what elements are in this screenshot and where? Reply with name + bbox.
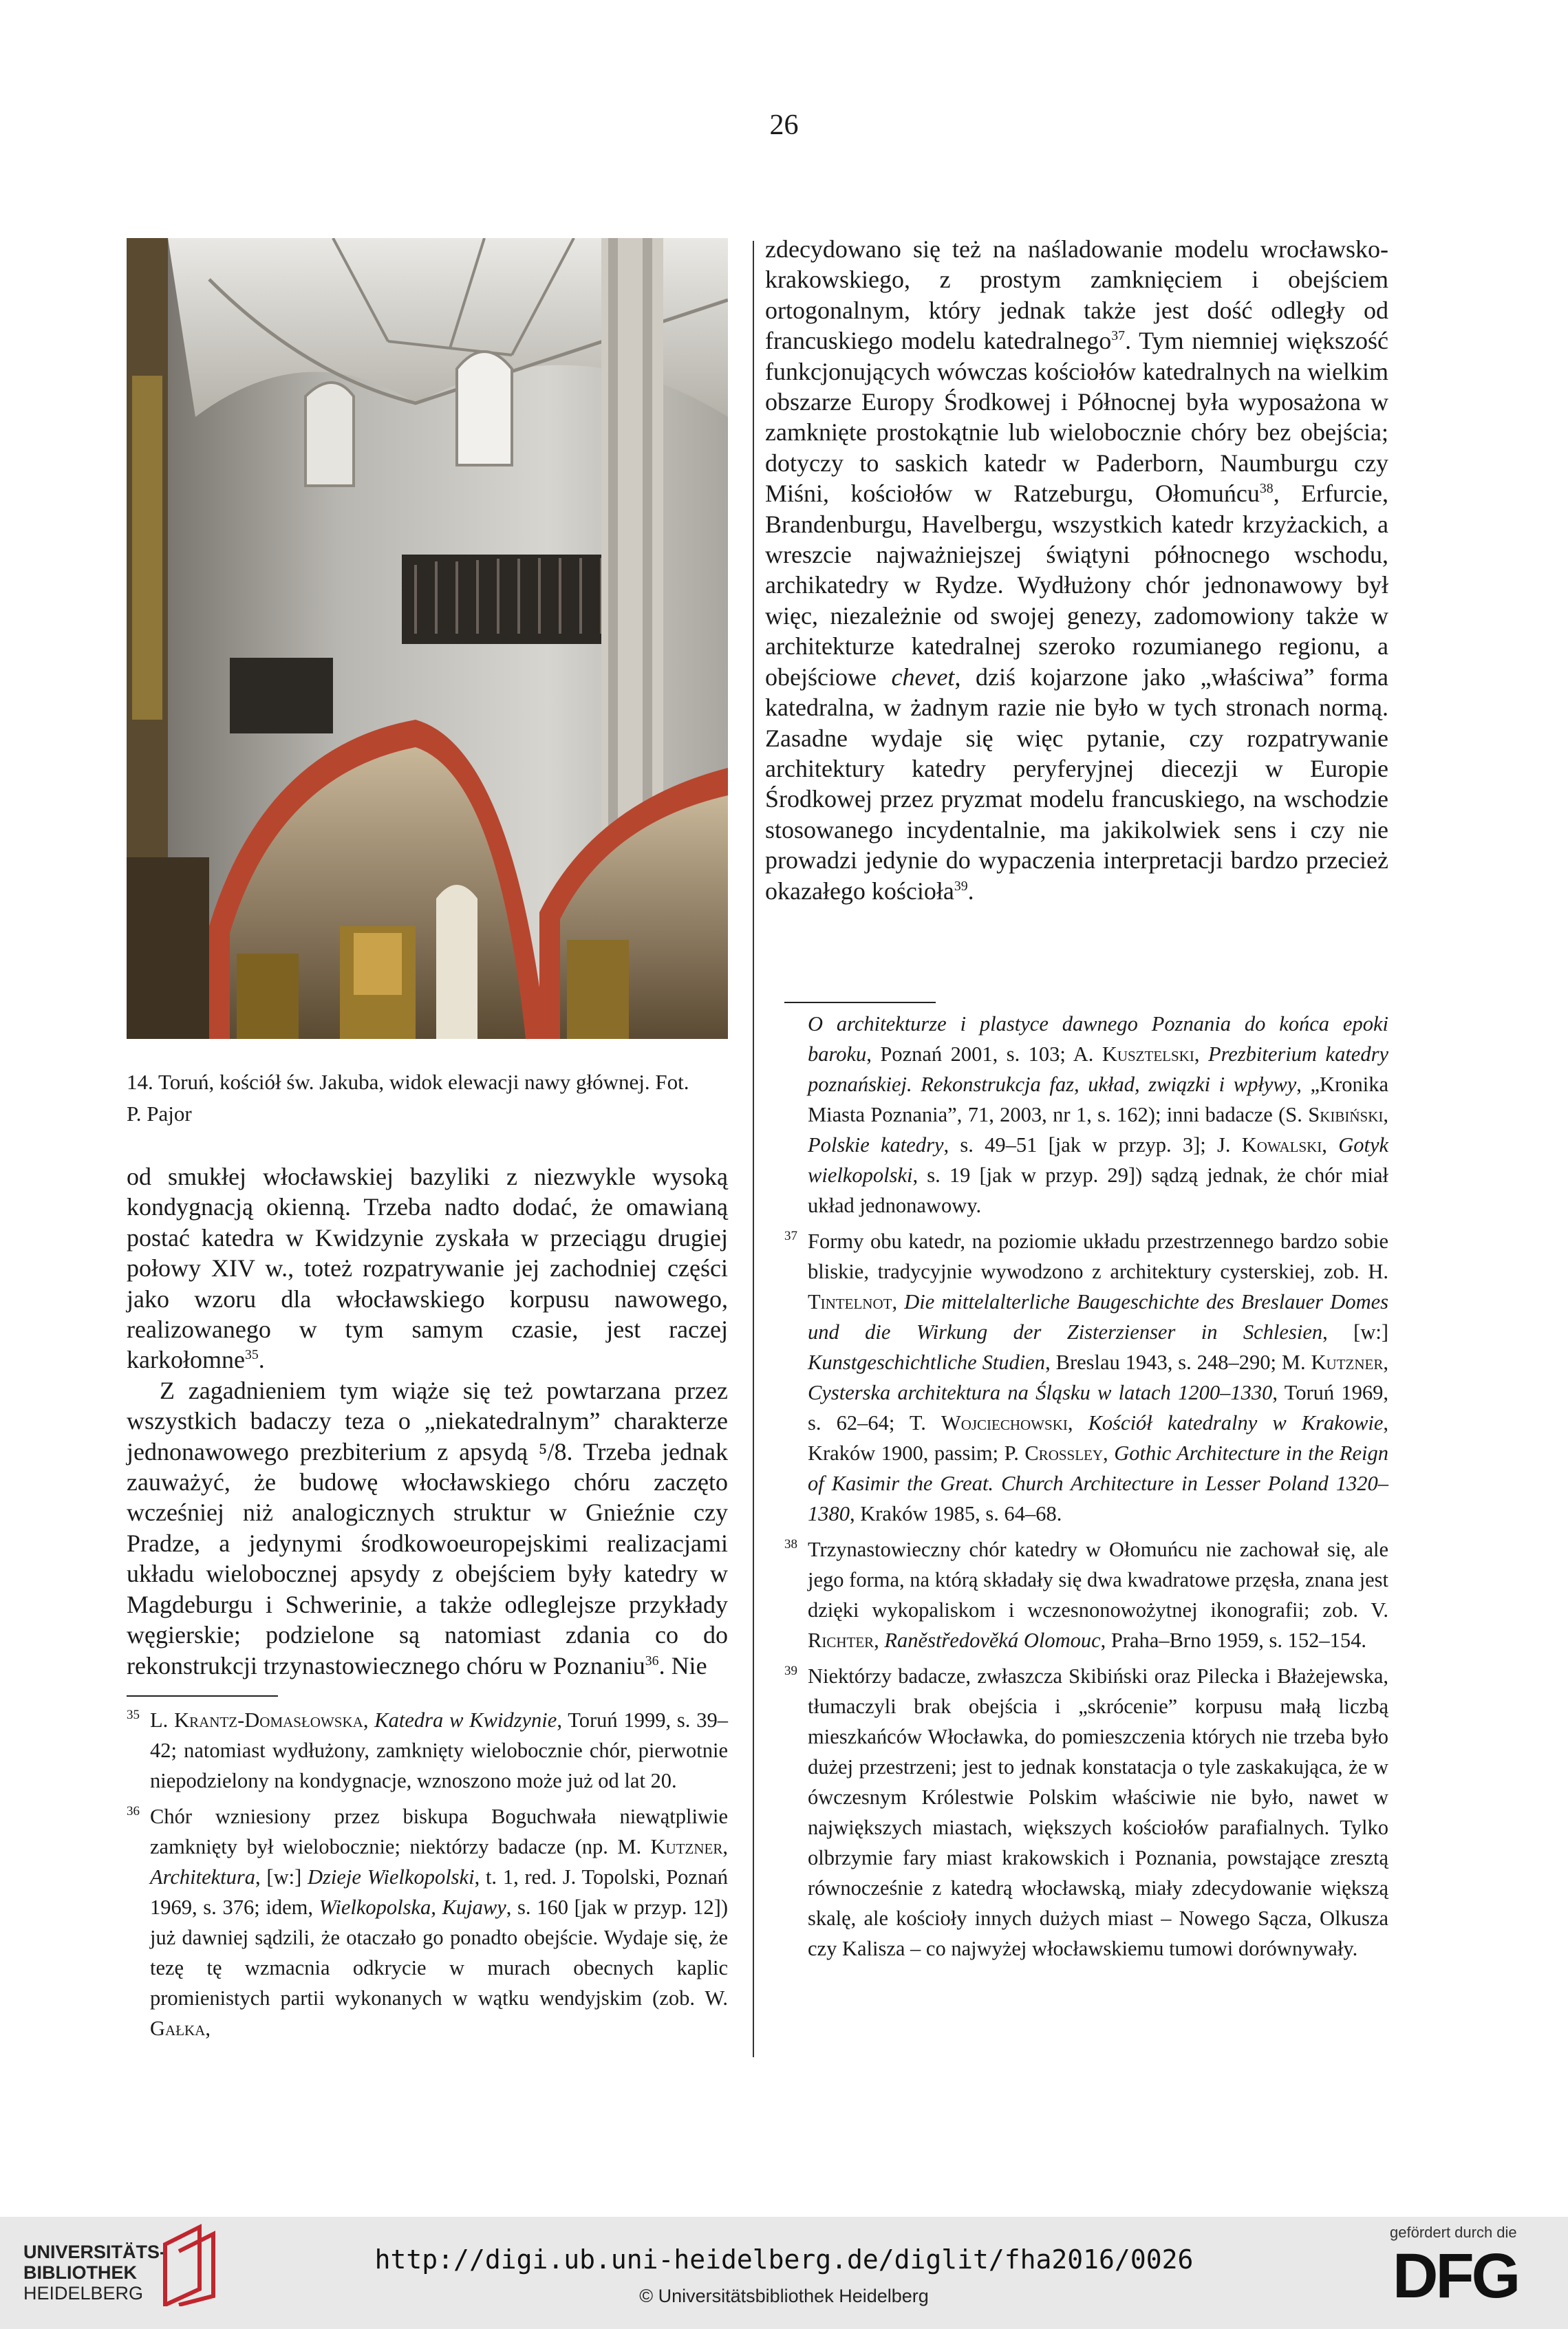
library-logo-text: UNIVERSITÄTS- BIBLIOTHEK HEIDELBERG bbox=[23, 2242, 167, 2304]
footnote-36-continued: O architekturze i plastyce dawnego Poznania do końca epoki baroku, Poznań 2001, s. 103; A. Kusztelski, Prezbiterium katedry poznańskiej. Rekonstrukcja faz, układ, związki i wpływy, „Kronika Miasta Poznania”, 71, 2003, nr 1, s. 162); inni badacze (S. Skibiński, Polskie katedry, s. 49–51 [jak w przyp. 3]; J. Kowalski, Gotyk wielkopolski, s. 19 [jak w przyp. 29]) sądzą jednak, że chór miał układ jednonawowy. bbox=[808, 1012, 1389, 1217]
funding-label: gefördert durch die bbox=[1390, 2224, 1517, 2241]
source-url-link[interactable]: http://digi.ub.uni-heidelberg.de/diglit/fha2016/0026 bbox=[374, 2244, 1194, 2275]
footnote-number: 35 bbox=[127, 1708, 140, 1722]
footnote-ref[interactable]: 38 bbox=[1259, 481, 1274, 497]
footnote-35: 35 L. Krantz-Domasłowska, Katedra w Kwidzynie, Toruń 1999, s. 39–42; natomiast wydłużony, zamknięty wielobocznie chór, pierwotnie niepodzielony na kondygnacje, wznoszono może już od lat 20. bbox=[127, 1705, 728, 1796]
footnote-number: 38 bbox=[784, 1537, 797, 1552]
paragraph: zdecydowano się też na naśladowanie modelu wrocławsko-krakowskiego, z prostym zamknięciem i obejściem ortogonalnym, który jednak także jest dość odległy od francuskiego modelu katedralnego$^{37}$. Tym niemniej większość funkcjonujących wówczas kościołów katedralnych na wielkim obszarze Europy Środkowej i Północnej była wyposażona w zamknięte prostokątnie lub wielobocznie chóry bez obejścia; dotyczy to saskich katedr w Paderborn, Naumburgu czy Miśni, kościołów w Ratzeburgu, Ołomuńcu$^{38}$, Erfurcie, Brandenburgu, Havelbergu, wszystkich katedr krzyżackich, a wreszcie najważniejszej świątyni północnego wschodu, archikatedry w Rydze. Wydłużony chór jednonawowy był więc, niezależnie od swojej genezy, zadomowiony także w architekturze katedralnej szeroko rozumianego regionu, a obejściowe chevet, dziś kojarzone jako „właściwa” forma katedralna, w żadnym razie nie było w tych stronach normą. Zasadne wydaje się więc pytanie, czy rozpatrywanie architektury katedry peryferyjnej diecezji w Europie Środkowej przez pryzmat modelu francuskiego, na wschodzie stosowanego incydentalnie, ma jakikolwiek sens i czy nie prowadzi jedynie do wypaczenia interpretacji bardzo przecież okazałego kościoła$^{39}$. bbox=[765, 235, 1389, 905]
footnote-number: 37 bbox=[784, 1229, 797, 1243]
footnotes-left bbox=[127, 1705, 728, 2049]
footnote-37: 37 Formy obu katedr, na poziomie układu przestrzennego bardzo sobie bliskie, tradycyjnie wywodzono z architektury cysterskiej, zob. H. Tintelnot, Die mittelalterliche Baugeschichte des Breslauer Domes und die Wirkung der Zisterzienser in Schlesien, [w:] Kunstgeschichtliche Studien, Breslau 1943, s. 248–290; M. Kutzner, Cysterska architektura na Śląsku w latach 1200–1330, Toruń 1969, s. 62–64; T. Wojciechowski, Kościół katedralny w Krakowie, Kraków 1900, passim; P. Crossley, Gothic Architecture in the Reign of Kasimir the Great. Church Architecture in Lesser Poland 1320–1380, Kraków 1985, s. 64–68. bbox=[784, 1226, 1388, 1529]
dfg-logo: DFG bbox=[1393, 2241, 1518, 2311]
figure-caption bbox=[127, 1066, 728, 1130]
footnote-number: 36 bbox=[127, 1804, 140, 1818]
page-number: 26 bbox=[769, 109, 799, 141]
footnote-36: 36 Chór wzniesiony przez biskupa Boguchwała niewątpliwie zamknięty był wielobocznie; niektórzy badacze (np. M. Kutzner, Architektura, [w:] Dzieje Wielkopolski, t. 1, red. J. Topolski, Poznań 1969, s. 376; idem, Wielkopolska, Kujawy, s. 160 [jak w przyp. 12]) już dawniej sądzili, że otaczało go ponadto obejście. Wydaje się, że tezę tę wzmacnia odkrycie w murach obecnych kaplic promienistych partii wykonanych w wątku wendyjskim (zob. W. Gałka, bbox=[127, 1801, 728, 2043]
column-divider bbox=[753, 241, 754, 2057]
footnote-ref[interactable]: 36 bbox=[645, 1653, 659, 1668]
footnote-38: 38 Trzynastowieczny chór katedry w Ołomuńcu nie zachował się, ale jego forma, na którą składały się dwa kwadratowe przęsła, znana jest dzięki wykopaliskom i wczesnonowożytnej ikonografii; zob. V. Richter, Raněstředověká Olomouc, Praha–Brno 1959, s. 152–154. bbox=[784, 1534, 1388, 1655]
left-column-body bbox=[127, 1161, 728, 1681]
footnote-ref[interactable]: 37 bbox=[1111, 328, 1126, 344]
caption-line-1: 14. Toruń, kościół św. Jakuba, widok elewacji nawy głównej. Fot. bbox=[127, 1070, 689, 1094]
church-nave-photo bbox=[127, 238, 728, 1039]
right-column-body bbox=[765, 234, 1388, 906]
paragraph: Z zagadnieniem tym wiąże się też powtarzana przez wszystkich badaczy teza o „niekatedralnym” charakterze jednonawowego prezbiterium z apsydą ⁵/8. Trzeba jednak zauważyć, że budowę włocławskiego chóru zaczęto wcześniej niż analogicznych struktur w Gnieźnie czy Pradze, a jedynymi środkowoeuropejskimi realizacjami układu wielobocznej apsydy z obejściem były katedry w Magdeburgu i Schwerinie, a także odleglejsze przykłady węgierskie; podzielone są natomiast zdania co do rekonstrukcji trzynastowiecznego chóru w Poznaniu$^{36}$. Nie bbox=[127, 1376, 728, 1679]
caption-line-2: P. Pajor bbox=[127, 1102, 192, 1126]
copyright-text: © Universitätsbibliothek Heidelberg bbox=[639, 2286, 929, 2306]
footnote-rule bbox=[784, 1002, 936, 1003]
footnote-number: 39 bbox=[784, 1664, 797, 1678]
footnote-ref[interactable]: 35 bbox=[244, 1347, 259, 1363]
footnote-39: 39 Niektórzy badacze, zwłaszcza Skibiński oraz Pilecka i Błażejewska, tłumaczyli brak obejścia i „skrócenie” korpusu małą liczbą mieszkańców Włocławka, do pomieszczenia których nie trzeba było dużej przestrzeni; jest to jednak konstatacja o tyle zaskakująca, że w ówczesnym Królestwie Polskim właściwie nie było, nawet w największych miastach, większych kościołów parafialnych. Tylko olbrzymie fary miast krakowskich i Poznania, powstające zresztą równocześnie z katedrą włocławską, miały zdecydowanie większą skalę, ale kościoły innych dużych miast – Nowego Sącza, Olkusza czy Kalisza – co najwyżej włocławskiemu tumowi dorównywały. bbox=[784, 1661, 1388, 1964]
paragraph: od smukłej włocławskiej bazyliki z niezwykle wysoką kondygnacją okienną. Trzeba nadto dodać, że omawianą postać katedra w Kwidzynie zyskała w przeciągu drugiej połowy XIV w., toteż rozpatrywanie jej zachodniej części jako wzoru dla włocławskiego korpusu nawowego, realizowanego w tym samym czasie, jest raczej karkołomne$^{35}$. bbox=[127, 1163, 728, 1374]
footnote-rule bbox=[127, 1695, 278, 1697]
footnote-ref[interactable]: 39 bbox=[954, 878, 968, 894]
footnotes-right bbox=[784, 1009, 1388, 1969]
